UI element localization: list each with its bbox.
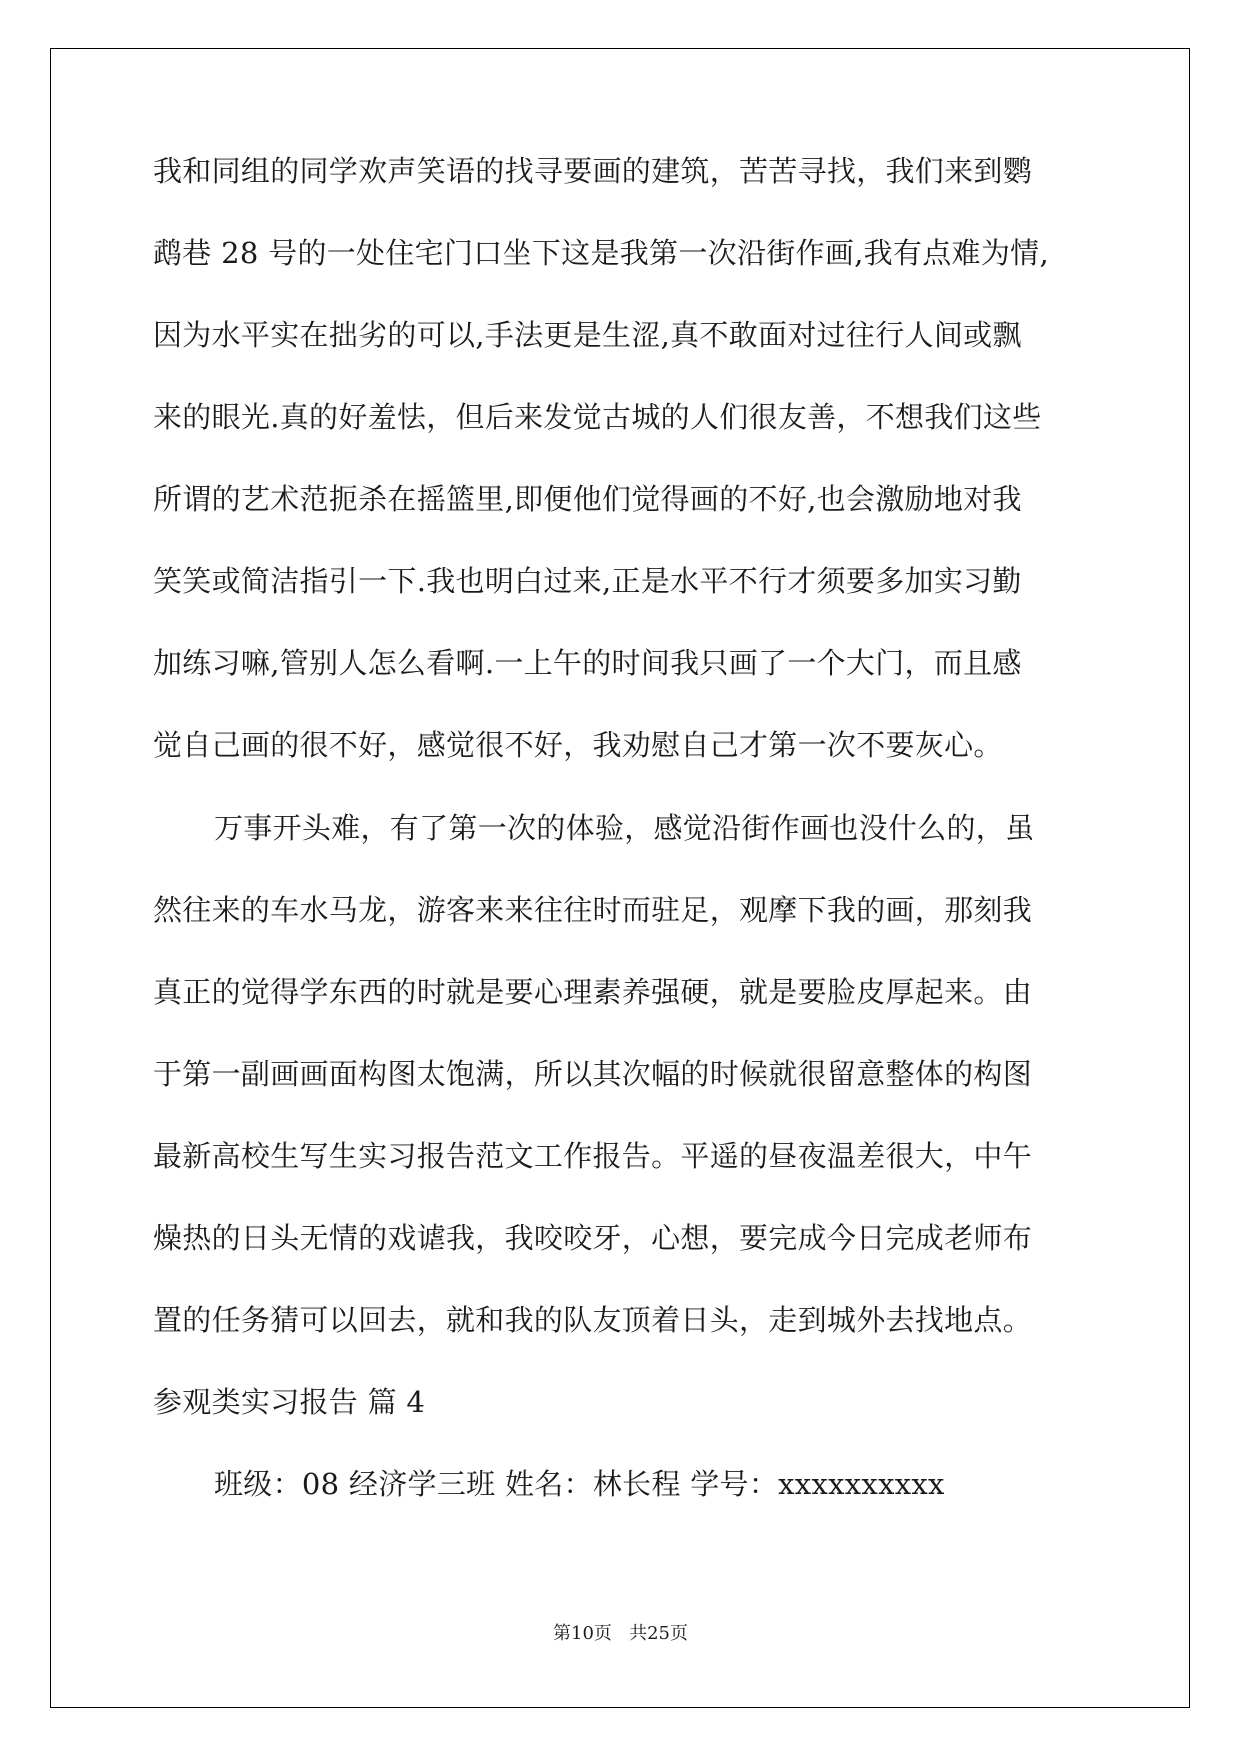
body-text-line: 最新高校生写生实习报告范文工作报告。平遥的昼夜温差很大，中午 — [153, 1139, 1033, 1173]
body-text-line: 笑笑或简洁指引一下.我也明白过来,正是水平不行才须要多加实习勤 — [153, 564, 1022, 598]
body-text-line: 真正的觉得学东西的时就是要心理素养强硬，就是要脸皮厚起来。由 — [153, 975, 1033, 1009]
body-text-line: 因为水平实在拙劣的可以,手法更是生涩,真不敢面对过往行人间或飘 — [153, 318, 1022, 352]
student-info-line: 班级：08 经济学三班 姓名：林长程 学号：xxxxxxxxxx — [214, 1467, 945, 1501]
body-text-line: 燥热的日头无情的戏谑我，我咬咬牙，心想，要完成今日完成老师布 — [153, 1221, 1033, 1255]
body-text-line: 置的任务猜可以回去，就和我的队友顶着日头，走到城外去找地点。 — [153, 1303, 1033, 1337]
body-text-line: 觉自己画的很不好，感觉很不好，我劝慰自己才第一次不要灰心。 — [153, 728, 1003, 762]
page-border — [50, 48, 1190, 1708]
body-text-line: 所谓的艺术范扼杀在摇篮里,即便他们觉得画的不好,也会激励地对我 — [153, 482, 1022, 516]
section-heading: 参观类实习报告 篇 4 — [153, 1385, 426, 1419]
body-text-line: 万事开头难，有了第一次的体验，感觉沿街作画也没什么的，虽 — [214, 811, 1035, 845]
body-text-line: 然往来的车水马龙，游客来来往往时而驻足，观摩下我的画，那刻我 — [153, 893, 1033, 927]
body-text-line: 于第一副画画面构图太饱满，所以其次幅的时候就很留意整体的构图 — [153, 1057, 1033, 1091]
body-text-line: 加练习嘛,管别人怎么看啊.一上午的时间我只画了一个大门，而且感 — [153, 646, 1022, 680]
body-text-line: 鹉巷 28 号的一处住宅门口坐下这是我第一次沿街作画,我有点难为情, — [153, 236, 1049, 270]
body-text-line: 来的眼光.真的好羞怯，但后来发觉古城的人们很友善，不想我们这些 — [153, 400, 1042, 434]
body-text-line: 我和同组的同学欢声笑语的找寻要画的建筑，苦苦寻找，我们来到鹦 — [153, 154, 1033, 188]
page-number-footer: 第10页 共25页 — [553, 1623, 688, 1644]
